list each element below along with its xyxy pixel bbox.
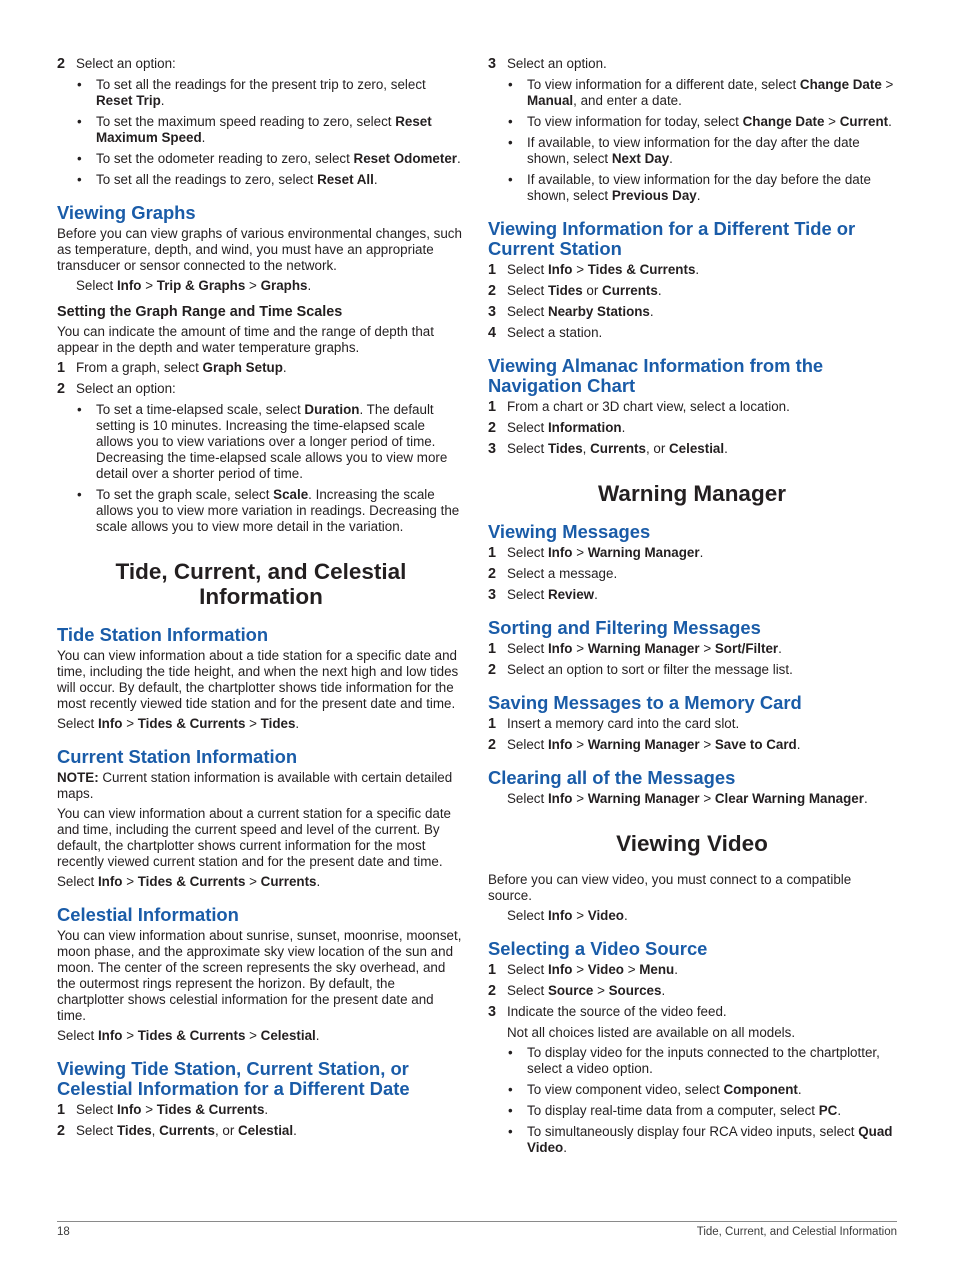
text-run: .: [295, 716, 300, 731]
step-1: [57, 1102, 465, 1118]
text-run: From a chart or 3D chart view, select a location.: [507, 399, 790, 414]
chapter-title-viewing-video: Viewing Video: [616, 831, 768, 856]
ui-term: Info: [547, 262, 573, 277]
ui-term: Reset Maximum Speed: [96, 114, 432, 145]
text-run: Select: [57, 874, 98, 889]
ui-term: Celestial: [260, 1028, 316, 1043]
note-text: Current station information is available with certain detailed maps.: [57, 770, 453, 801]
text-run: >: [699, 791, 715, 806]
step-number: 3: [488, 441, 497, 457]
text-run: Select: [57, 1028, 98, 1043]
ui-term: Currents: [590, 441, 646, 456]
text-run: Select: [507, 908, 548, 923]
text-run: >: [141, 278, 157, 293]
text-run: >: [572, 737, 588, 752]
step-2: [57, 381, 465, 397]
ui-term: Info: [97, 1028, 123, 1043]
text-run: .: [837, 1103, 842, 1118]
heading-saving-messages: Saving Messages to a Memory Card: [488, 692, 802, 713]
heading-viewing-graphs: Viewing Graphs: [57, 202, 196, 223]
text-run: >: [593, 983, 609, 998]
step-number: 1: [488, 545, 497, 561]
text-run: >: [245, 716, 261, 731]
text-run: , or: [214, 1123, 239, 1138]
ui-term: Tides & Currents: [137, 874, 246, 889]
text-run: Select: [507, 304, 548, 319]
step-1: [57, 360, 465, 376]
ui-term: Graphs: [260, 278, 308, 293]
text-run: .: [264, 1102, 269, 1117]
text-run: To set all the readings to zero, select: [96, 172, 318, 187]
step-text: [507, 304, 654, 319]
text-run: To display video for the inputs connected to the chartplotter, select a video option.: [527, 1045, 880, 1076]
ui-term: Celestial: [669, 441, 725, 456]
text-run: .: [696, 188, 701, 203]
option-item: [488, 114, 896, 130]
step-number: 3: [488, 304, 497, 320]
ui-term: Tides & Currents: [156, 1102, 265, 1117]
text-run: Select: [507, 283, 548, 298]
step-text: [507, 283, 662, 298]
step-number: 3: [488, 56, 497, 72]
text-run: ,: [151, 1123, 160, 1138]
text-run: Select: [507, 441, 548, 456]
footer-section-title: Tide, Current, and Celestial Information: [696, 1226, 897, 1238]
ui-term: Warning Manager: [587, 737, 700, 752]
text-run: , or: [645, 441, 670, 456]
heading-viewing-messages: Viewing Messages: [488, 521, 651, 542]
paragraph: Before you can view video, you must connect to a compatible source.: [488, 872, 852, 903]
text-run: or: [582, 283, 603, 298]
text-run: .: [674, 962, 678, 977]
text-run: To set all the readings for the present trip to zero, select: [96, 77, 426, 92]
date-options-list: [488, 77, 896, 204]
ui-term: Previous Day: [611, 188, 697, 203]
ui-term: Information: [547, 420, 622, 435]
step: [488, 283, 896, 299]
step-text: [507, 587, 598, 602]
step-number: 3: [488, 587, 497, 603]
step-text: [507, 962, 678, 977]
text-run: .: [888, 114, 892, 129]
steps-list: [488, 641, 896, 678]
ui-term: Info: [547, 908, 573, 923]
step-number: 2: [57, 1123, 66, 1139]
option-item: [57, 77, 465, 109]
step: [488, 962, 896, 978]
text-run: .: [695, 262, 700, 277]
step: [488, 304, 896, 320]
text-run: >: [245, 1028, 261, 1043]
option-item: [488, 1103, 896, 1119]
ui-term: Change Date: [799, 77, 882, 92]
step-3-select-option: [488, 56, 896, 72]
option-item: [488, 1124, 896, 1156]
text-run: To simultaneously display four RCA video inputs, select: [527, 1124, 859, 1139]
ui-term: Duration: [304, 402, 360, 417]
paragraph: You can indicate the amount of time and the range of depth that appear in the depth and water temperature graphs.: [57, 324, 434, 355]
ui-term: Warning Manager: [587, 791, 700, 806]
ui-term: Tides & Currents: [137, 1028, 246, 1043]
text-run: >: [824, 114, 840, 129]
ui-term: Sources: [608, 983, 662, 998]
text-run: .: [201, 130, 206, 145]
chapter-title-warning-manager: Warning Manager: [598, 481, 786, 506]
option-item: [488, 135, 896, 167]
step-number: 2: [488, 662, 497, 678]
text-run: >: [699, 737, 715, 752]
step-text: [507, 325, 602, 340]
option-item: [488, 172, 896, 204]
ui-term: Nearby Stations: [547, 304, 650, 319]
step: [488, 983, 896, 999]
chapter-title-tide-current-celestial: Tide, Current, and Celestial Information: [115, 559, 407, 609]
text-run: To view information for a different date, select: [527, 77, 800, 92]
text-run: .: [373, 172, 378, 187]
step-text: [507, 983, 665, 998]
text-run: .: [797, 1082, 802, 1097]
text-run: >: [572, 962, 588, 977]
ui-term: Celestial: [238, 1123, 294, 1138]
text-run: .: [563, 1140, 567, 1155]
text-run: >: [623, 962, 640, 977]
paragraph: You can view information about a current station for a specific date and time, including the current speed and level of the current. By default, the chartplotter shows current information for the most recently viewed current station and for the present date and time.: [57, 806, 452, 869]
text-run: Select: [76, 1123, 117, 1138]
ui-term: Menu: [639, 962, 675, 977]
text-run: To set a time-elapsed scale, select: [96, 402, 305, 417]
step-text: [507, 737, 800, 752]
step: [488, 716, 896, 732]
note-paragraph: Not all choices listed are available on all models.: [507, 1025, 796, 1040]
text-run: >: [122, 1028, 138, 1043]
step-number: 1: [488, 262, 497, 278]
text-run: If available, to view information for the day before the date shown, select: [527, 172, 871, 203]
text-run: >: [141, 1102, 157, 1117]
text-run: >: [572, 791, 588, 806]
text-run: .: [657, 283, 662, 298]
heading-clearing-messages: Clearing all of the Messages: [488, 767, 736, 788]
text-run: .: [316, 874, 321, 889]
step: [488, 441, 896, 457]
ui-term: Current: [839, 114, 889, 129]
step-text: Select an option:: [76, 56, 176, 71]
text-run: Select: [507, 420, 548, 435]
ui-term: Reset Odometer: [353, 151, 457, 166]
steps-list: [488, 262, 896, 341]
option-item: [57, 487, 465, 535]
ui-term: Info: [116, 1102, 142, 1117]
ui-term: Scale: [273, 487, 309, 502]
step-number: 3: [488, 1004, 497, 1020]
step-number: 2: [57, 56, 66, 72]
option-item: [57, 114, 465, 146]
step: [488, 325, 896, 341]
step: [488, 662, 896, 678]
ui-term: Warning Manager: [587, 545, 700, 560]
text-run: .: [621, 420, 626, 435]
right-column: [488, 56, 896, 1161]
text-run: Select: [507, 545, 548, 560]
ui-term: Review: [547, 587, 595, 602]
text-run: Indicate the source of the video feed.: [507, 1004, 727, 1019]
step-number: 4: [488, 325, 497, 341]
ui-term: Tides: [116, 1123, 152, 1138]
heading-celestial: Celestial Information: [57, 904, 239, 925]
step-text: [507, 1004, 727, 1019]
steps-list: [488, 545, 896, 603]
step-2-select-option: [57, 56, 465, 72]
ui-term: Component: [723, 1082, 798, 1097]
option-item: [488, 1082, 896, 1098]
ui-term: Info: [547, 641, 573, 656]
step-text: Select an option.: [507, 56, 607, 71]
text-run: Select: [507, 737, 548, 752]
video-options-list: [488, 1045, 896, 1156]
text-run: .: [315, 1028, 320, 1043]
ui-term: Trip & Graphs: [156, 278, 246, 293]
step-text: [76, 1102, 268, 1117]
text-run: Select: [57, 716, 98, 731]
ui-term: Source: [547, 983, 594, 998]
page-number: 18: [57, 1226, 70, 1238]
step-text: [507, 641, 782, 656]
text-run: Select: [76, 278, 117, 293]
step-text: Select an option:: [76, 381, 176, 396]
graph-options-list: [57, 402, 465, 535]
step-text: [76, 360, 287, 375]
ui-term: Info: [116, 278, 142, 293]
text-run: .: [724, 441, 728, 456]
ui-term: Currents: [260, 874, 317, 889]
ui-term: Info: [547, 545, 573, 560]
step-text: [507, 420, 625, 435]
option-item: [57, 172, 465, 188]
ui-term: Sort/Filter: [714, 641, 779, 656]
note-paragraph: [57, 770, 465, 802]
command-path: [57, 716, 465, 732]
step-2: [57, 1123, 465, 1139]
text-run: .: [456, 151, 461, 166]
text-run: >: [572, 545, 588, 560]
text-run: .: [778, 641, 782, 656]
command-path: [507, 791, 896, 807]
step-number: 2: [488, 420, 497, 436]
text-run: .: [863, 791, 868, 806]
step-number: 1: [488, 716, 497, 732]
heading-current-station: Current Station Information: [57, 746, 298, 767]
text-run: . The default setting is 10 minutes. Increasing the time-elapsed scale allows you to view variations over a longer period of time. Decreasing the time-elapsed scale allows you to view more detail over a shorter period of time.: [96, 402, 448, 481]
ui-term: Change Date: [742, 114, 825, 129]
steps-list: [488, 962, 896, 1020]
ui-term: Manual: [527, 93, 574, 108]
text-run: .: [293, 1123, 297, 1138]
ui-term: Next Day: [611, 151, 670, 166]
text-run: From a graph, select: [76, 360, 203, 375]
ui-term: Clear Warning Manager: [714, 791, 864, 806]
ui-term: Currents: [159, 1123, 215, 1138]
heading-video-source: Selecting a Video Source: [488, 938, 708, 959]
text-run: .: [623, 908, 628, 923]
heading-sorting-filtering: Sorting and Filtering Messages: [488, 617, 761, 638]
step: [488, 545, 896, 561]
step-text: [76, 1123, 297, 1138]
ui-term: Info: [547, 791, 573, 806]
heading-tide-station: Tide Station Information: [57, 624, 269, 645]
text-run: Select: [507, 641, 548, 656]
ui-term: Tides: [547, 283, 583, 298]
text-run: >: [699, 641, 715, 656]
step-text: [507, 545, 703, 560]
paragraph: You can view information about sunrise, sunset, moonrise, moonset, moon phase, and the approximate sky view location of the sun and moon. The center of the screen represents the sky overhead, and the outermost rings represent the horizon. By default, the chartplotter shows celestial information for the present date and time.: [57, 928, 462, 1023]
ui-term: Tides: [547, 441, 583, 456]
text-run: Select: [507, 262, 548, 277]
text-run: >: [122, 716, 138, 731]
text-run: >: [122, 874, 138, 889]
text-run: .: [669, 151, 673, 166]
text-run: Insert a memory card into the card slot.: [507, 716, 740, 731]
text-run: To set the graph scale, select: [96, 487, 274, 502]
step: [488, 1004, 896, 1020]
heading-almanac: Viewing Almanac Information from the Navigation Chart: [488, 355, 824, 396]
note-label: NOTE:: [57, 770, 99, 785]
text-run: Select: [76, 1102, 117, 1117]
command-path: [76, 278, 465, 294]
paragraph: You can view information about a tide station for a specific date and time, including the tide height, and when the next high and low tides will occur. By default, the chartplotter shows tide information for the most recently viewed tide station and for the present date and time.: [57, 648, 459, 711]
step-text: [507, 262, 699, 277]
text-run: Select: [507, 962, 548, 977]
step-number: 1: [488, 399, 497, 415]
ui-term: Save to Card: [714, 737, 797, 752]
step: [488, 399, 896, 415]
heading-different-date: Viewing Tide Station, Current Station, or Celestial Information for a Different Date: [57, 1058, 410, 1099]
step: [488, 262, 896, 278]
text-run: To set the odometer reading to zero, select: [96, 151, 354, 166]
step-text: [507, 399, 790, 414]
text-run: .: [699, 545, 704, 560]
text-run: .: [661, 983, 666, 998]
ui-term: Video: [587, 908, 624, 923]
text-run: Select a message.: [507, 566, 618, 581]
option-item: [57, 402, 465, 482]
ui-term: PC: [818, 1103, 838, 1118]
step-number: 2: [488, 566, 497, 582]
ui-term: Currents: [602, 283, 658, 298]
text-run: To view information for today, select: [527, 114, 743, 129]
command-path: [507, 908, 896, 924]
text-run: To set the maximum speed reading to zero, select: [96, 114, 396, 129]
text-run: , and enter a date.: [573, 93, 682, 108]
step: [488, 641, 896, 657]
step: [488, 737, 896, 753]
text-run: >: [245, 278, 261, 293]
footer-divider: [57, 1221, 897, 1222]
paragraph: Before you can view graphs of various environmental changes, such as temperature, depth, and wind, you must have an appropriate transducer or sensor connected to the network.: [57, 226, 462, 273]
text-run: Select a station.: [507, 325, 603, 340]
text-run: >: [572, 908, 588, 923]
text-run: >: [572, 641, 588, 656]
step-text: [507, 441, 728, 456]
command-path: [57, 874, 465, 890]
step-number: 1: [57, 360, 66, 376]
step-number: 1: [488, 962, 497, 978]
text-run: >: [245, 874, 261, 889]
text-run: Select: [507, 587, 548, 602]
step-text: [507, 716, 739, 731]
text-run: Select: [507, 791, 548, 806]
option-item: [488, 77, 896, 109]
text-run: To view component video, select: [527, 1082, 724, 1097]
steps-list: [488, 716, 896, 753]
option-item: [57, 151, 465, 167]
text-run: .: [160, 93, 165, 108]
text-run: . Increasing the scale allows you to view more variation in readings. Decreasing the scale allows you to view more detail in the variation.: [96, 487, 460, 534]
ui-term: Info: [547, 962, 573, 977]
ui-term: Reset Trip: [96, 93, 161, 108]
text-run: Select an option to sort or filter the message list.: [507, 662, 793, 677]
steps-list: [488, 399, 896, 457]
heading-graph-range: Setting the Graph Range and Time Scales: [57, 304, 343, 320]
ui-term: Quad Video: [527, 1124, 893, 1155]
ui-term: Video: [587, 962, 624, 977]
step-number: 2: [488, 737, 497, 753]
step-number: 2: [488, 283, 497, 299]
text-run: To display real-time data from a computer, select: [527, 1103, 819, 1118]
step-number: 2: [488, 983, 497, 999]
ui-term: Graph Setup: [202, 360, 283, 375]
ui-term: Info: [97, 716, 123, 731]
option-item: [488, 1045, 896, 1077]
command-path: [57, 1028, 465, 1044]
text-run: Select: [507, 983, 548, 998]
step-number: 2: [57, 381, 66, 397]
step-text: [507, 662, 793, 677]
step: [488, 566, 896, 582]
ui-term: Tides: [260, 716, 296, 731]
ui-term: Warning Manager: [587, 641, 700, 656]
ui-term: Info: [97, 874, 123, 889]
reset-options-list: [57, 77, 465, 188]
heading-different-station: Viewing Information for a Different Tide or Current Station: [488, 218, 856, 259]
ui-term: Tides & Currents: [587, 262, 696, 277]
left-column: [57, 56, 465, 1144]
text-run: If available, to view information for the day after the date shown, select: [527, 135, 860, 166]
ui-term: Reset All: [317, 172, 374, 187]
step-number: 1: [57, 1102, 66, 1118]
text-run: .: [649, 304, 654, 319]
text-run: .: [796, 737, 801, 752]
step: [488, 587, 896, 603]
text-run: .: [282, 360, 287, 375]
step: [488, 420, 896, 436]
text-run: >: [881, 77, 894, 92]
ui-term: Info: [547, 737, 573, 752]
text-run: ,: [582, 441, 591, 456]
ui-term: Tides & Currents: [137, 716, 246, 731]
text-run: >: [572, 262, 588, 277]
step-number: 1: [488, 641, 497, 657]
text-run: .: [594, 587, 598, 602]
step-text: [507, 566, 617, 581]
text-run: .: [307, 278, 312, 293]
